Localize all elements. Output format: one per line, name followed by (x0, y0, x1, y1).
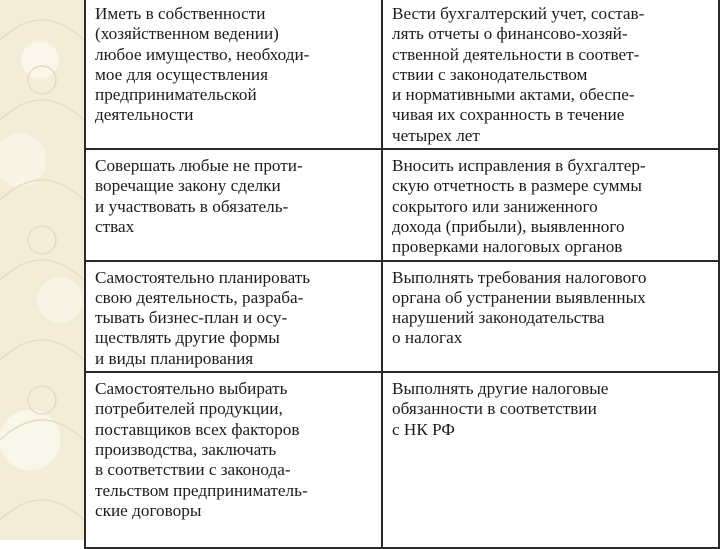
cell-line: с НК РФ (392, 419, 455, 439)
cell-line: Совершать любые не проти- (95, 156, 303, 176)
cell-line: чивая их сохранность в течение (392, 105, 625, 125)
cell-line: нарушений законодательства (392, 308, 605, 328)
cell-line: ственной деятельности в соответ- (392, 44, 640, 64)
cell-line: Вести бухгалтерский учет, состав- (392, 4, 645, 23)
table-cell-left (85, 149, 382, 260)
table-cell-right (382, 261, 719, 372)
cell-line: тывать бизнес-план и осу- (95, 308, 288, 328)
cell-line: поставщиков всех факторов (95, 419, 300, 439)
table-cell-left (85, 0, 382, 149)
cell-line: органа об устранении выявленных (392, 287, 646, 307)
table-row (85, 0, 719, 149)
cell-line: любое имущество, необходи- (95, 44, 310, 64)
table-row (85, 149, 719, 260)
rights-obligations-table (84, 0, 720, 549)
cell-line: деятельности (95, 105, 194, 125)
cell-line: Выполнять другие налоговые (392, 379, 609, 399)
cell-line: мое для осуществления (95, 64, 268, 84)
cell-line: ствах (95, 216, 135, 236)
cell-line: Иметь в собственности (95, 4, 266, 23)
table-cell-left (85, 261, 382, 372)
cell-line: свою деятельность, разраба- (95, 287, 304, 307)
table-cell-right (382, 0, 719, 149)
table-row (85, 372, 719, 548)
cell-line: о налогах (392, 328, 463, 348)
rights-obligations-table-container (84, 0, 708, 540)
cell-line: предпринимательской (95, 85, 257, 105)
cell-line: производства, заключать (95, 439, 277, 459)
cell-line: и участвовать в обязатель- (95, 196, 289, 216)
cell-line: скую отчетность в размере суммы (392, 176, 642, 196)
cell-line: обязанности в соответствии (392, 399, 597, 419)
cell-line: Самостоятельно планировать (95, 267, 311, 287)
cell-line: Самостоятельно выбирать (95, 379, 288, 399)
decorative-pattern-icon (0, 0, 84, 540)
cell-line: ствии с законодательством (392, 64, 588, 84)
cell-line: потребителей продукции, (95, 399, 283, 419)
cell-line: и нормативными актами, обеспе- (392, 85, 635, 105)
table-row (85, 261, 719, 372)
table-cell-right (382, 149, 719, 260)
table-cell-left (85, 372, 382, 548)
table-cell-right (382, 372, 719, 548)
cell-line: ществлять другие формы (95, 328, 280, 348)
cell-line: и виды планирования (95, 348, 254, 368)
cell-line: тельством предприниматель- (95, 480, 308, 500)
cell-line: ские договоры (95, 500, 202, 520)
cell-line: воречащие закону сделки (95, 176, 281, 196)
cell-line: сокрытого или заниженного (392, 196, 598, 216)
cell-line: Вносить исправления в бухгалтер- (392, 156, 646, 176)
cell-line: дохода (прибыли), выявленного (392, 216, 625, 236)
cell-line: проверками налоговых органов (392, 237, 623, 257)
cell-line: четырех лет (392, 125, 480, 145)
cell-line: Выполнять требования налогового (392, 267, 647, 287)
decorative-background-strip (0, 0, 84, 540)
cell-line: в соответствии с законода- (95, 460, 291, 480)
cell-line: (хозяйственном ведении) (95, 24, 279, 44)
cell-line: лять отчеты о финансово-хозяй- (392, 24, 628, 44)
